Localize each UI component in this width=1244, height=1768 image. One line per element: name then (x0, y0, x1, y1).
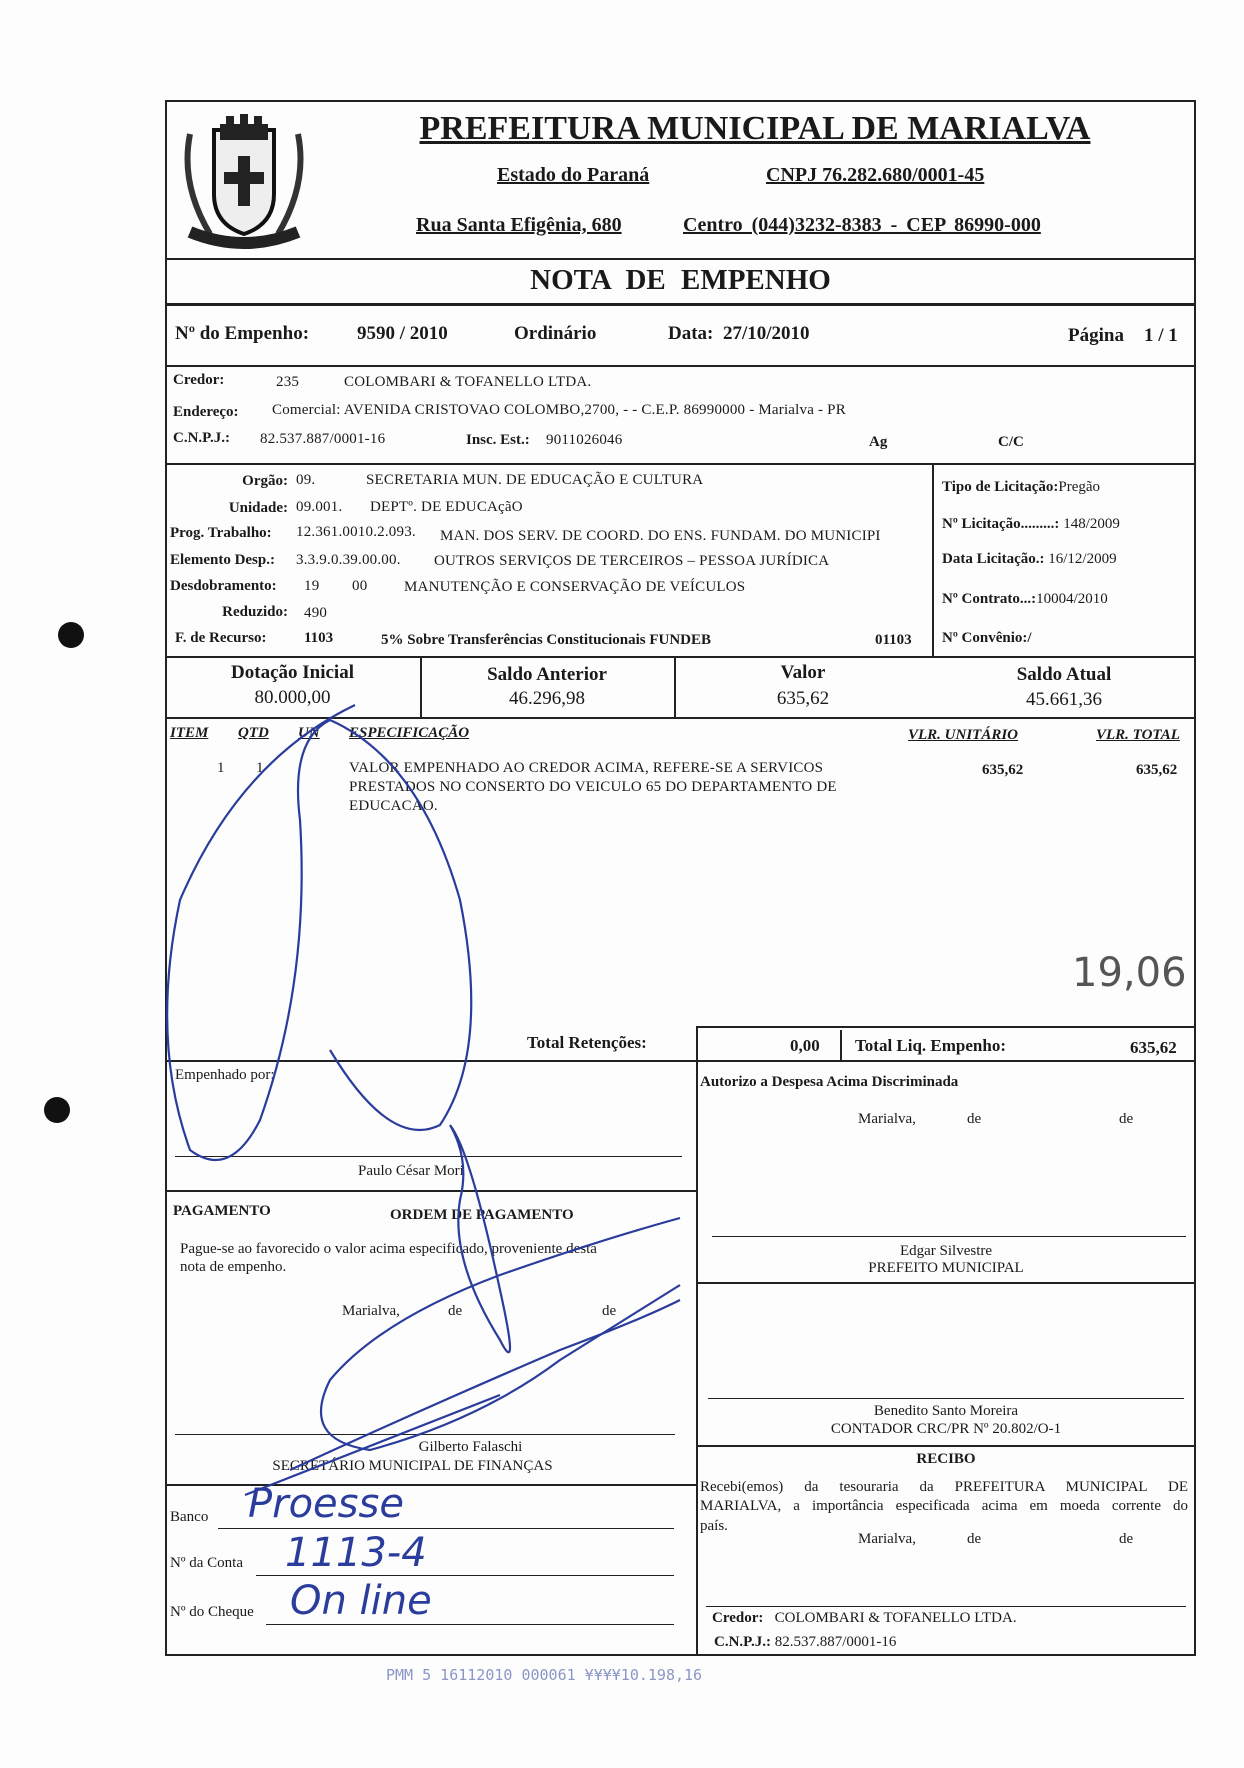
item-number: 1 (217, 760, 225, 776)
ie-label: Insc. Est.: (466, 432, 530, 448)
unidade-name: DEPTº. DE EDUCAçãO (370, 499, 523, 515)
header-title: PREFEITURA MUNICIPAL DE MARIALVA (419, 110, 1091, 147)
licitacao-number-value: 148/2009 (1063, 516, 1120, 532)
item-spec-line3: EDUCACAO. (349, 798, 438, 814)
prog-name: MAN. DOS SERV. DE COORD. DO ENS. FUNDAM. DO MUNICIPI (440, 528, 881, 544)
total-liq-value: 635,62 (1130, 1038, 1177, 1057)
recurso-number: 01103 (875, 632, 912, 648)
recibo-credor-label: Credor: (712, 1610, 764, 1626)
document-title: NOTA DE EMPENHO (530, 264, 831, 296)
licitacao-date-label: Data Licitação.: (942, 551, 1045, 567)
saldo-anterior-label: Saldo Anterior (487, 664, 607, 685)
prog-code: 12.361.0010.2.093. (296, 524, 416, 540)
orgao-name: SECRETARIA MUN. DE EDUCAÇÃO E CULTURA (366, 472, 704, 488)
empenhado-name: Paulo César Mori (358, 1163, 464, 1179)
recibo-cnpj-label: C.N.P.J.: (714, 1634, 771, 1650)
desd-label: Desdobramento: (170, 578, 277, 594)
secretario-title: SECRETÁRIO MUNICIPAL DE FINANÇAS (272, 1458, 553, 1474)
prefeito-title: PREFEITO MUNICIPAL (868, 1260, 1024, 1276)
prefeito-name: Edgar Silvestre (899, 1243, 993, 1259)
col-unit-price: VLR. UNITÁRIO (908, 727, 1019, 743)
licitacao-number-label: Nº Licitação.........: (942, 516, 1060, 532)
col-spec: ESPECIFICAÇÃO (349, 725, 470, 741)
recibo-de2: de (1119, 1531, 1134, 1547)
col-item: ITEM (170, 725, 209, 741)
saldo-anterior-value: 46.296,98 (509, 688, 585, 709)
contador-title: CONTADOR CRC/PR Nº 20.802/O-1 (830, 1421, 1062, 1437)
recibo-text-line3: país. (700, 1518, 728, 1534)
dotacao-inicial-label: Dotação Inicial (231, 662, 354, 683)
recibo-credor-name: COLOMBARI & TOFANELLO LTDA. (774, 1610, 1017, 1626)
elem-name: OUTROS SERVIÇOS DE TERCEIROS – PESSOA JURÍDICA (434, 553, 830, 569)
retencoes-label: Total Retenções: (527, 1033, 647, 1052)
contrato-label: Nº Contrato...: (942, 591, 1037, 607)
pagamento-marialva: Marialva, (342, 1303, 400, 1319)
ag-label: Ag (869, 434, 888, 450)
conta-value: 1113-4 (285, 1530, 427, 1576)
pagamento-de2: de (602, 1303, 617, 1319)
autorizo-label: Autorizo a Despesa Acima Discriminada (700, 1074, 959, 1090)
licitacao-type-value: Pregão (1058, 479, 1101, 495)
recibo-marialva: Marialva, (858, 1531, 916, 1547)
secretario-name: Gilberto Falaschi (418, 1439, 523, 1455)
prog-label: Prog. Trabalho: (170, 525, 272, 541)
col-total: VLR. TOTAL (1096, 727, 1180, 743)
reduzido-value: 490 (304, 605, 328, 621)
orgao-code: 09. (296, 472, 316, 488)
credor-ie: 9011026046 (546, 432, 623, 448)
autorizo-de2: de (1119, 1111, 1134, 1127)
header-cnpj: CNPJ 76.282.680/0001-45 (766, 164, 985, 186)
bottom-stamp: PMM 5 16112010 000061 ¥¥¥¥10.198,16 (386, 1666, 703, 1684)
saldo-atual-value: 45.661,36 (1026, 689, 1102, 710)
recibo-cnpj-value: 82.537.887/0001-16 (774, 1634, 897, 1650)
banco-label: Banco (170, 1509, 209, 1525)
item-spec-line1: VALOR EMPENHADO AO CREDOR ACIMA, REFERE-SE A SERVICOS (349, 760, 824, 776)
cnpj-label: C.N.P.J.: (173, 430, 230, 446)
recibo-text-line1: Recebi(emos) da tesouraria da PREFEITURA MUNICIPAL DE (700, 1479, 1188, 1495)
valor-value: 635,62 (776, 688, 830, 709)
header-address: Rua Santa Efigênia, 680 (416, 214, 622, 236)
empenho-date-label: Data: (668, 323, 714, 344)
item-qtd: 1 (256, 760, 264, 776)
ordem-pagamento-label: ORDEM DE PAGAMENTO (390, 1207, 574, 1223)
autorizo-marialva: Marialva, (858, 1111, 916, 1127)
saldo-atual-label: Saldo Atual (1016, 664, 1112, 685)
convenio-label: Nº Convênio:/ (942, 630, 1032, 646)
item-total: 635,62 (1136, 762, 1178, 778)
licitacao-type-label: Tipo de Licitação: (942, 479, 1059, 495)
elem-label: Elemento Desp.: (170, 552, 275, 568)
conta-label: Nº da Conta (170, 1555, 243, 1571)
credor-address: Comercial: AVENIDA CRISTOVAO COLOMBO,2700, - - C.E.P. 86990000 - Marialva - PR (272, 402, 846, 418)
handwritten-note: 19,06 (1072, 950, 1187, 996)
pagamento-label: PAGAMENTO (173, 1203, 271, 1219)
desd-sub: 00 (352, 578, 368, 594)
recibo-label: RECIBO (916, 1451, 976, 1467)
credor-name: COLOMBARI & TOFANELLO LTDA. (344, 374, 592, 390)
empenho-date: 27/10/2010 (723, 323, 810, 344)
page-label: Página (1068, 325, 1124, 346)
pagamento-text-line2: nota de empenho. (180, 1259, 287, 1275)
empenho-label: Nº do Empenho: (175, 323, 310, 344)
total-liq-label: Total Liq. Empenho: (855, 1036, 1006, 1055)
col-un: UN (298, 725, 320, 741)
recibo-text-line2: MARIALVA, a importância especificada acima em moeda corrente do (700, 1498, 1188, 1514)
credor-label: Credor: (173, 372, 225, 388)
recibo-de1: de (967, 1531, 982, 1547)
unidade-code: 09.001. (296, 499, 343, 515)
pagamento-text-line1: Pague-se ao favorecido o valor acima especificado, proveniente desta (180, 1241, 597, 1257)
unidade-label: Unidade: (228, 500, 288, 516)
item-spec-line2: PRESTADOS NO CONSERTO DO VEICULO 65 DO DEPARTAMENTO DE (349, 779, 837, 795)
header-district-phone-cep: Centro (044)3232-8383 - CEP 86990-000 (683, 214, 1041, 236)
recurso-label: F. de Recurso: (175, 630, 267, 646)
licitacao-date-value: 16/12/2009 (1048, 551, 1117, 567)
recurso-name: 5% Sobre Transferências Constitucionais FUNDEB (381, 632, 712, 648)
pagamento-de1: de (448, 1303, 463, 1319)
cheque-value: On line (290, 1578, 432, 1624)
reduzido-label: Reduzido: (222, 604, 288, 620)
dotacao-inicial-value: 80.000,00 (254, 687, 331, 708)
orgao-label: Orgão: (242, 473, 288, 489)
cc-label: C/C (998, 434, 1024, 450)
cheque-label: Nº do Cheque (170, 1604, 254, 1620)
page-number: 1 / 1 (1144, 325, 1178, 346)
col-qtd: QTD (238, 725, 269, 741)
credor-cnpj: 82.537.887/0001-16 (260, 431, 386, 447)
contador-name: Benedito Santo Moreira (873, 1403, 1019, 1419)
contrato-value: 10004/2010 (1036, 591, 1108, 607)
recurso-code: 1103 (304, 630, 334, 646)
credor-code: 235 (276, 374, 300, 390)
desd-code: 19 (304, 578, 320, 594)
header-state: Estado do Paraná (497, 164, 650, 186)
autorizo-de1: de (967, 1111, 982, 1127)
empenho-number: 9590 / 2010 (357, 323, 448, 344)
address-label: Endereço: (173, 404, 239, 420)
retencoes-value: 0,00 (790, 1036, 820, 1055)
empenhado-label: Empenhado por: (175, 1067, 275, 1083)
valor-label: Valor (780, 662, 826, 683)
banco-value: Proesse (248, 1481, 404, 1527)
desd-name: MANUTENÇÃO E CONSERVAÇÃO DE VEÍCULOS (404, 579, 746, 595)
empenho-type: Ordinário (514, 323, 597, 344)
item-unit-price: 635,62 (982, 762, 1024, 778)
elem-code: 3.3.9.0.39.00.00. (296, 552, 401, 568)
